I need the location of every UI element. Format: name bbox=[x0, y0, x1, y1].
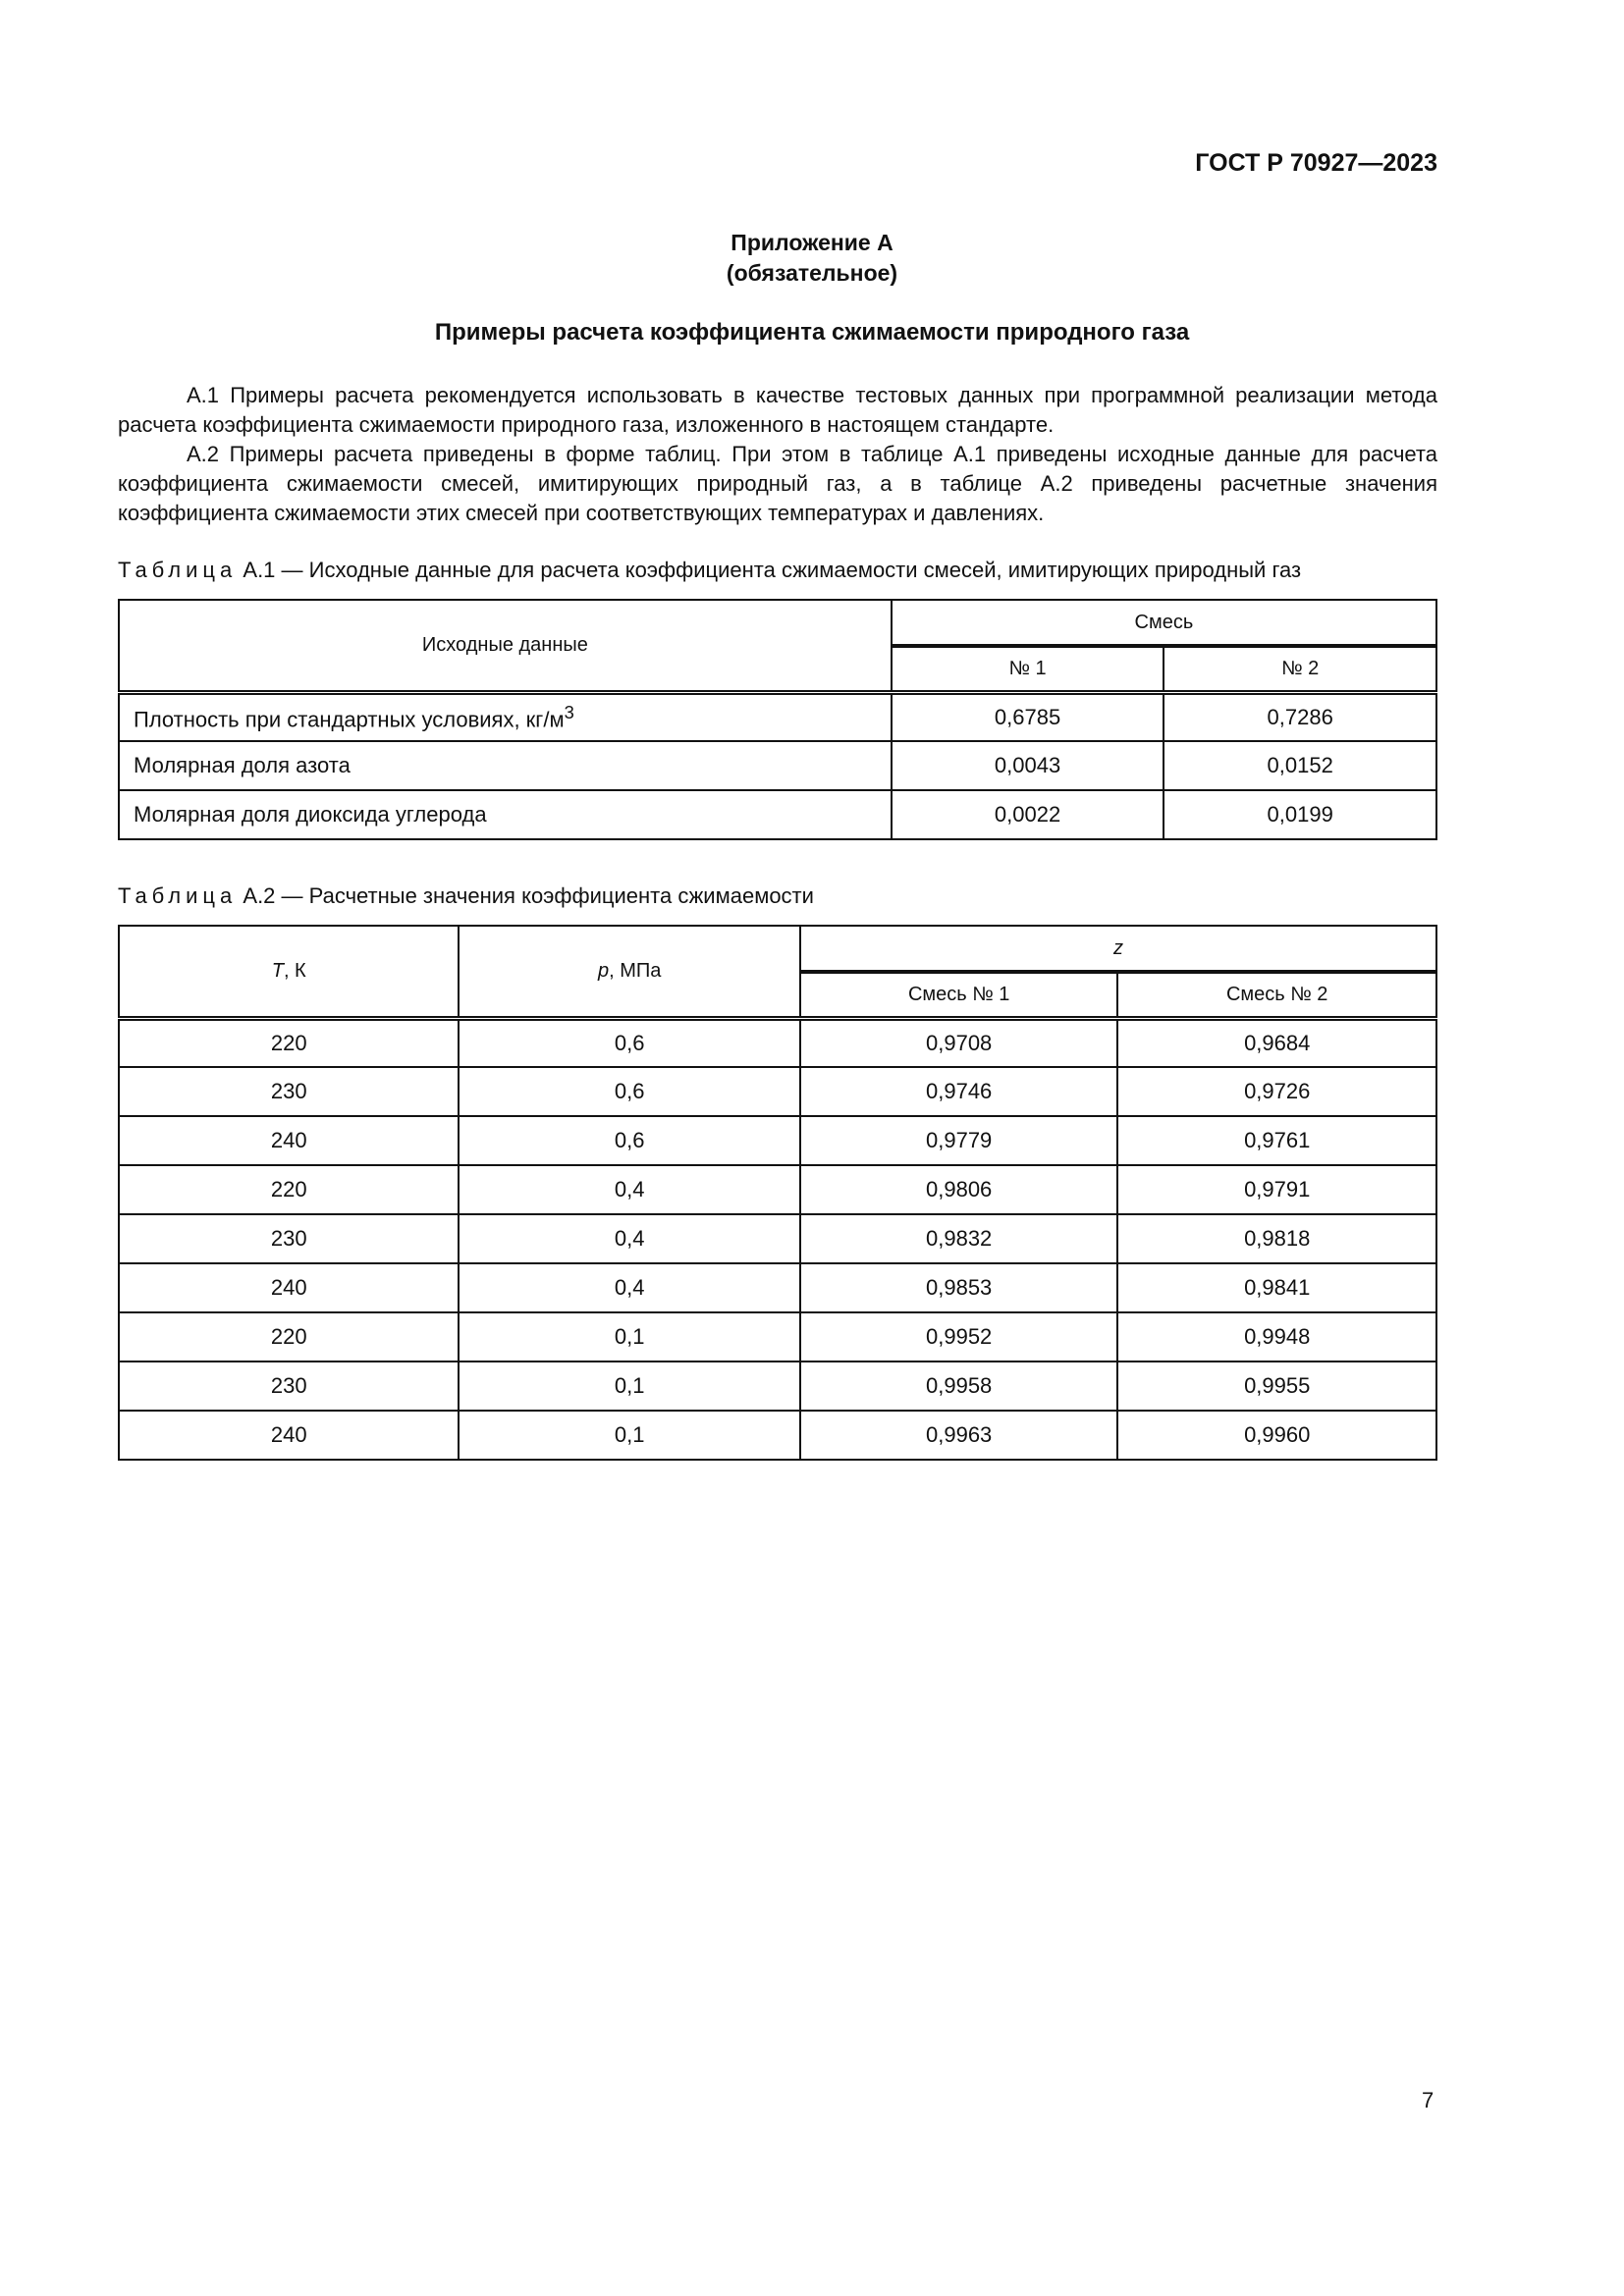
table-row bbox=[119, 1116, 1436, 1165]
value-mix1: 0,0043 bbox=[892, 741, 1164, 790]
cell-z-mix2: 0,9726 bbox=[1117, 1067, 1436, 1116]
label-text: Молярная доля диоксида углерода bbox=[134, 802, 487, 827]
symbol: T bbox=[271, 959, 284, 982]
caption-word: Таблица bbox=[118, 883, 238, 908]
table-row bbox=[119, 1263, 1436, 1312]
page-number: 7 bbox=[1422, 2088, 1435, 2112]
value-mix1: 0,6785 bbox=[892, 692, 1164, 741]
paragraph: А.2 Примеры расчета приведены в форме таблиц. При этом в таблице А.1 приведены исходные данные для расчета коэффициента сжимаемости смесей, имитирующих природный газ, а в таблице А.2 приведены расчетные значения коэффициента сжимаемости этих смесей при соответствующих температурах и давлениях. bbox=[118, 442, 1437, 525]
cell-temperature: 220 bbox=[119, 1312, 459, 1362]
cell-z-mix1: 0,9853 bbox=[800, 1263, 1118, 1312]
table-row bbox=[119, 1411, 1436, 1460]
table-row bbox=[119, 692, 1436, 741]
caption-word: Таблица bbox=[118, 558, 238, 582]
cell-pressure: 0,6 bbox=[459, 1018, 799, 1067]
cell-z-mix1: 0,9963 bbox=[800, 1411, 1118, 1460]
cell-z-mix2: 0,9761 bbox=[1117, 1116, 1436, 1165]
cell-z-mix1: 0,9746 bbox=[800, 1067, 1118, 1116]
header-no1: № 1 bbox=[892, 646, 1164, 692]
cell-z-mix2: 0,9818 bbox=[1117, 1214, 1436, 1263]
table1-caption bbox=[118, 558, 1437, 583]
value-mix1: 0,0022 bbox=[892, 790, 1164, 839]
cell-pressure: 0,4 bbox=[459, 1263, 799, 1312]
row-label bbox=[119, 790, 892, 839]
table-row bbox=[119, 1165, 1436, 1214]
table-row bbox=[119, 1018, 1436, 1067]
value-mix2: 0,0199 bbox=[1164, 790, 1436, 839]
cell-temperature: 240 bbox=[119, 1263, 459, 1312]
header-mixture-2: Смесь № 2 bbox=[1117, 972, 1436, 1018]
cell-pressure: 0,1 bbox=[459, 1362, 799, 1411]
cell-z-mix1: 0,9708 bbox=[800, 1018, 1118, 1067]
cell-z-mix2: 0,9684 bbox=[1117, 1018, 1436, 1067]
header-mixture-1: Смесь № 1 bbox=[800, 972, 1118, 1018]
body-text bbox=[118, 381, 1437, 528]
table-row bbox=[119, 741, 1436, 790]
row-label bbox=[119, 692, 892, 741]
value-mix2: 0,0152 bbox=[1164, 741, 1436, 790]
symbol: z bbox=[1112, 936, 1123, 959]
value-mix2: 0,7286 bbox=[1164, 692, 1436, 741]
paragraph: А.1 Примеры расчета рекомендуется использовать в качестве тестовых данных при программной реализации метода расчета коэффициента сжимаемости природного газа, изложенного в настоящем стандарте. bbox=[118, 383, 1437, 437]
header-no2: № 2 bbox=[1164, 646, 1436, 692]
cell-temperature: 240 bbox=[119, 1116, 459, 1165]
cell-z-mix1: 0,9832 bbox=[800, 1214, 1118, 1263]
cell-pressure: 0,1 bbox=[459, 1312, 799, 1362]
cell-z-mix2: 0,9791 bbox=[1117, 1165, 1436, 1214]
label-text: Молярная доля азота bbox=[134, 753, 351, 777]
cell-pressure: 0,1 bbox=[459, 1411, 799, 1460]
caption-text: А.1 — Исходные данные для расчета коэффициента сжимаемости смесей, имитирующих природный газ bbox=[243, 558, 1302, 582]
annex-title: Приложение А bbox=[731, 230, 893, 255]
annex-heading bbox=[0, 228, 1624, 289]
cell-z-mix1: 0,9779 bbox=[800, 1116, 1118, 1165]
superscript: 3 bbox=[564, 702, 574, 723]
cell-z-mix2: 0,9841 bbox=[1117, 1263, 1436, 1312]
cell-pressure: 0,6 bbox=[459, 1067, 799, 1116]
cell-temperature: 220 bbox=[119, 1165, 459, 1214]
table-row bbox=[119, 1214, 1436, 1263]
row-label bbox=[119, 741, 892, 790]
table-row bbox=[119, 1067, 1436, 1116]
header-mixture: Смесь bbox=[892, 600, 1436, 646]
cell-z-mix2: 0,9955 bbox=[1117, 1362, 1436, 1411]
header-pressure bbox=[459, 926, 799, 1018]
unit: , МПа bbox=[609, 959, 662, 982]
cell-temperature: 220 bbox=[119, 1018, 459, 1067]
cell-temperature: 240 bbox=[119, 1411, 459, 1460]
cell-pressure: 0,4 bbox=[459, 1214, 799, 1263]
header-z bbox=[800, 926, 1436, 972]
cell-temperature: 230 bbox=[119, 1067, 459, 1116]
table-row bbox=[119, 1362, 1436, 1411]
section-title: Примеры расчета коэффициента сжимаемости природного газа bbox=[434, 319, 1190, 346]
cell-temperature: 230 bbox=[119, 1214, 459, 1263]
table-row bbox=[119, 1312, 1436, 1362]
cell-z-mix2: 0,9948 bbox=[1117, 1312, 1436, 1362]
cell-z-mix1: 0,9958 bbox=[800, 1362, 1118, 1411]
cell-temperature: 230 bbox=[119, 1362, 459, 1411]
cell-z-mix1: 0,9806 bbox=[800, 1165, 1118, 1214]
cell-pressure: 0,4 bbox=[459, 1165, 799, 1214]
table-a2 bbox=[118, 925, 1437, 1461]
annex-status: (обязательное) bbox=[726, 260, 898, 286]
table-a1 bbox=[118, 599, 1437, 840]
cell-z-mix2: 0,9960 bbox=[1117, 1411, 1436, 1460]
unit: , К bbox=[283, 959, 306, 982]
cell-pressure: 0,6 bbox=[459, 1116, 799, 1165]
caption-text: А.2 — Расчетные значения коэффициента сжимаемости bbox=[243, 883, 814, 908]
label-text: Плотность при стандартных условиях, кг/м bbox=[134, 707, 565, 732]
header-temperature bbox=[119, 926, 459, 1018]
cell-z-mix1: 0,9952 bbox=[800, 1312, 1118, 1362]
document-code: ГОСТ Р 70927—2023 bbox=[1195, 149, 1437, 177]
table-row bbox=[119, 790, 1436, 839]
symbol: p bbox=[597, 959, 610, 982]
header-source-data: Исходные данные bbox=[119, 600, 892, 692]
table2-caption bbox=[118, 883, 1437, 909]
